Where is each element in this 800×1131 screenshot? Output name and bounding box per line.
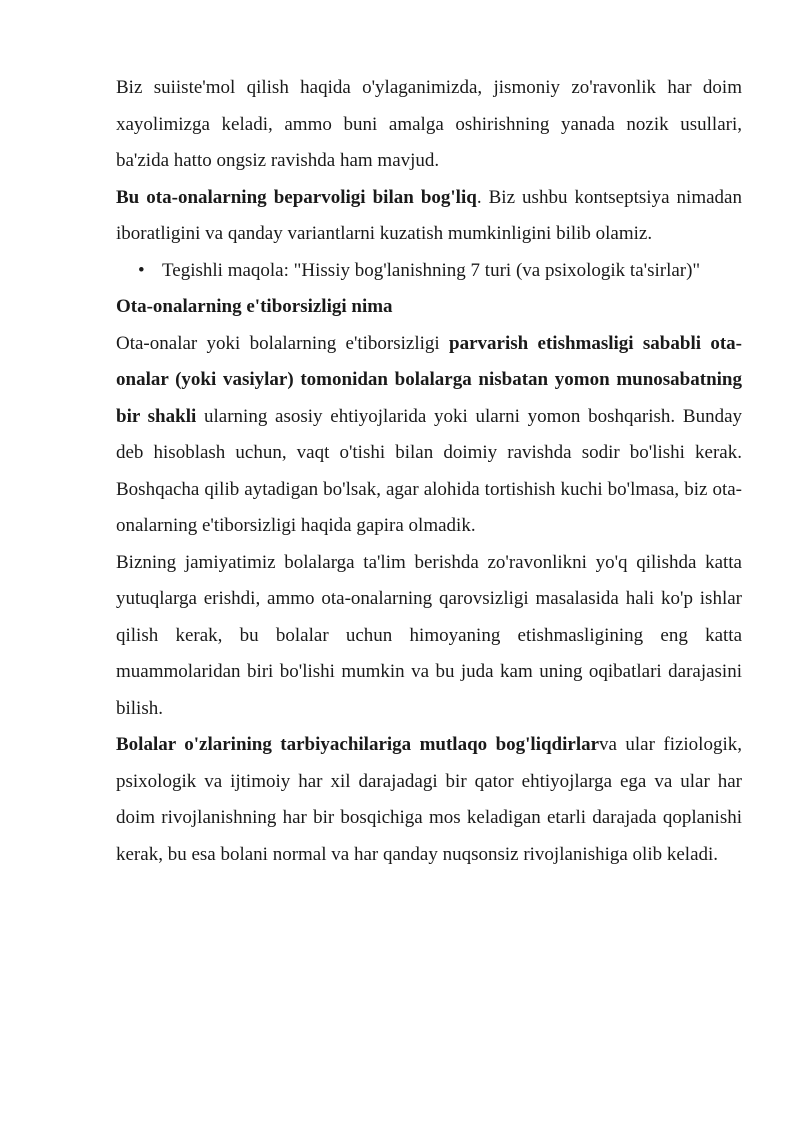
paragraph-children-needs-text: va ular fiziologik, psixologik va ijtimoiy har xil darajadagi bir qator ehtiyojlarga ega va ular har doim rivojlanishning har bir bosqichiga mos keladigan etarli darajada qoplanishi kerak, bu esa bolani normal va har qanday nuqsonsiz rivojlanishiga olib keladi. bbox=[116, 734, 742, 865]
paragraph-society bbox=[116, 545, 742, 728]
paragraph-intro bbox=[116, 70, 742, 180]
paragraph-definition bbox=[116, 326, 742, 545]
related-article-list bbox=[116, 253, 742, 290]
paragraph-neglect-link bbox=[116, 180, 742, 253]
paragraph-intro-text: Biz suiiste'mol qilish haqida o'ylaganimizda, jismoniy zo'ravonlik har doim xayolimizga keladi, ammo buni amalga oshirishning yanada nozik usullari, ba'zida hatto ongsiz ravishda ham mavjud. bbox=[116, 77, 742, 171]
bullet-marker: • bbox=[138, 259, 145, 281]
paragraph-society-text: Bizning jamiyatimiz bolalarga ta'lim berishda zo'ravonlikni yo'q qilishda katta yutuqlarga erishdi, ammo ota-onalarning qarovsizligi masalasida hali ko'p ishlar qilish kerak, bu bolalar uchun himoyaning etishmasligining eng katta muammolaridan biri bo'lishi mumkin va bu juda kam uning oqibatlari darajasini bilish. bbox=[116, 551, 742, 719]
paragraph-children-needs bbox=[116, 727, 742, 873]
paragraph-neglect-link-text: . Biz ushbu kontseptsiya nimadan iboratligini va qanday variantlarni kuzatish mumkinligini bilib olamiz. bbox=[116, 186, 742, 244]
related-article-item bbox=[116, 253, 742, 290]
paragraph-children-needs-bold: Bolalar o'zlarining tarbiyachilariga mutlaqo bog'liqdirlar bbox=[116, 734, 600, 755]
paragraph-definition-lead: Ota-onalar yoki bolalarning e'tiborsizligi bbox=[116, 332, 450, 354]
paragraph-definition-bold: parvarish etishmasligi sababli ota-onalar (yoki vasiylar) tomonidan bolalarga nisbatan yomon munosabatning bir shakli bbox=[116, 332, 742, 427]
section-heading: Ota-onalarning e'tiborsizligi nima bbox=[116, 296, 393, 317]
related-article-link[interactable]: Tegishli maqola: "Hissiy bog'lanishning 7 turi (va psixologik ta'sirlar)" bbox=[162, 259, 701, 281]
paragraph-definition-text: ularning asosiy ehtiyojlarida yoki ularni yomon boshqarish. Bunday deb hisoblash uchun, vaqt o'tishi bilan doimiy ravishda sodir bo'lishi kerak. Boshqacha qilib aytadigan bo'lsak, agar alohida tortishish kuchi bo'lmasa, biz ota-onalarning e'tiborsizligi haqida gapira olmadik. bbox=[116, 405, 742, 536]
document-page bbox=[116, 70, 742, 873]
paragraph-neglect-link-bold: Bu ota-onalarning beparvoligi bilan bog'liq bbox=[116, 186, 477, 208]
